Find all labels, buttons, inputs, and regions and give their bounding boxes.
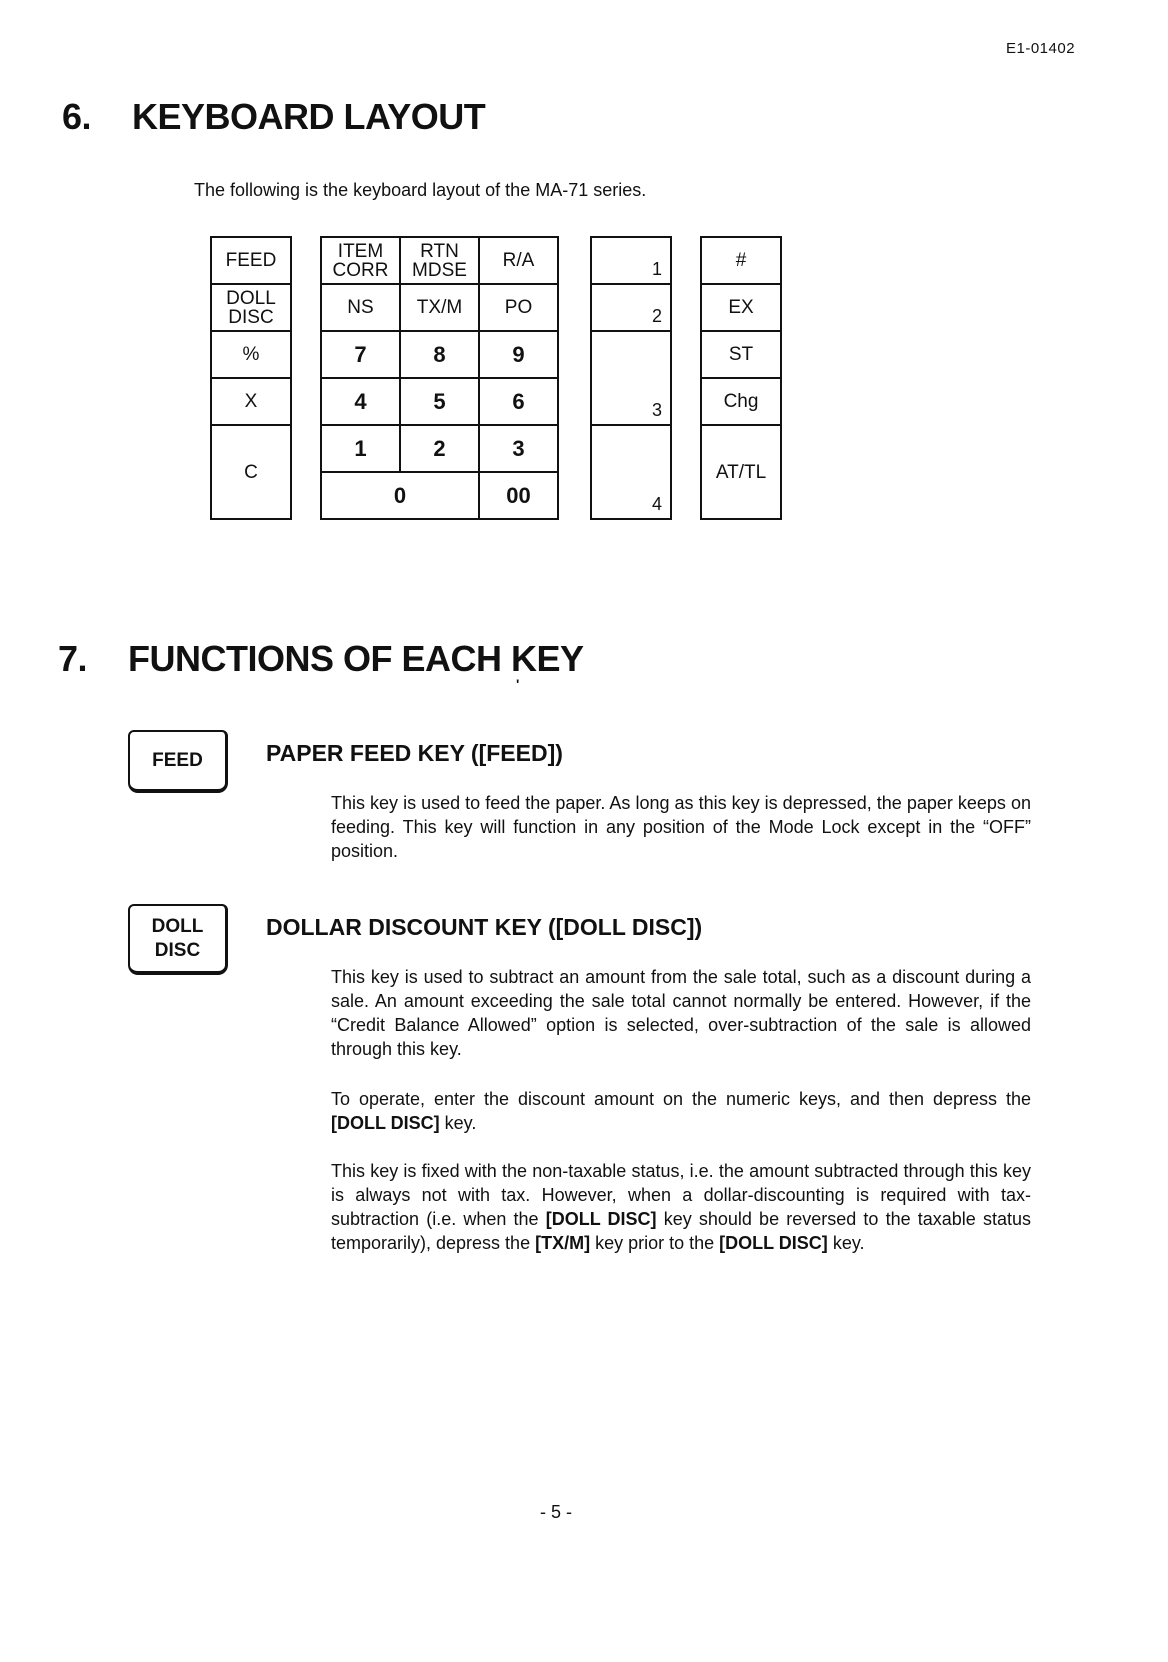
text-run: To operate, enter the discount amount on the numeric keys, and then depress the	[331, 1089, 1031, 1109]
keycap-label-line2: DISC	[154, 939, 201, 961]
key-at-tl: AT/TL	[700, 424, 782, 520]
section-title: KEYBOARD LAYOUT	[132, 96, 486, 137]
key-00: 00	[478, 471, 559, 520]
section-number: 6.	[62, 96, 92, 137]
key-c: C	[210, 424, 292, 520]
key-feed: FEED	[210, 236, 292, 285]
key-1: 1	[320, 424, 401, 473]
key-chg: Chg	[700, 377, 782, 426]
paper-feed-heading: PAPER FEED KEY ([FEED])	[266, 740, 563, 766]
key-4: 4	[320, 377, 401, 426]
key-8: 8	[399, 330, 480, 379]
key-ns: NS	[320, 283, 401, 332]
keycap-label-line1: DOLL	[151, 915, 204, 937]
key-hash: #	[700, 236, 782, 285]
section-title: FUNCTIONS OF EACH KEY	[128, 638, 584, 679]
key-reference: [DOLL DISC]	[545, 1209, 657, 1229]
dollar-discount-paragraph-2	[331, 1087, 1031, 1135]
feed-keycap	[128, 730, 228, 793]
key-6: 6	[478, 377, 559, 426]
key-percent: %	[210, 330, 292, 379]
key-5: 5	[399, 377, 480, 426]
key-reference: [DOLL DISC]	[331, 1113, 440, 1133]
page-number: - 5 -	[540, 1502, 573, 1522]
stray-mark: '	[516, 676, 520, 692]
dollar-discount-heading: DOLLAR DISCOUNT KEY ([DOLL DISC])	[266, 914, 703, 940]
key-x: X	[210, 377, 292, 426]
key-ra: R/A	[478, 236, 559, 285]
key-ex: EX	[700, 283, 782, 332]
key-txm: TX/M	[399, 283, 480, 332]
key-dept-1: 1	[590, 236, 672, 285]
text-run: key.	[827, 1233, 865, 1253]
key-item-corr: ITEM CORR	[320, 236, 401, 285]
key-rtn-mdse: RTN MDSE	[399, 236, 480, 285]
document-code: E1-01402	[1006, 40, 1076, 57]
key-dept-4: 4	[590, 424, 672, 520]
key-9: 9	[478, 330, 559, 379]
intro-text: The following is the keyboard layout of the MA-71 series.	[194, 180, 647, 200]
key-3: 3	[478, 424, 559, 473]
key-dept-3: 3	[590, 330, 672, 426]
text-run: key.	[439, 1113, 477, 1133]
key-reference: [DOLL DISC]	[719, 1233, 828, 1253]
dollar-discount-paragraph-1: This key is used to subtract an amount from the sale total, such as a discount during a sale. An amount exceeding the sale total cannot normally be entered. However, if the “Credit Balance Allowed” option is selected, over-subtraction of the sale is allowed through this key.	[331, 967, 1031, 1059]
keycap-label: FEED	[152, 749, 203, 771]
doll-disc-keycap	[128, 904, 228, 975]
dollar-discount-paragraph-3	[331, 1159, 1031, 1255]
text-run: key should be reversed to the taxable status temporarily), depress the	[331, 1209, 1031, 1253]
paper-feed-description: This key is used to feed the paper. As long as this key is depressed, the paper keeps on feeding. This key will function in any position of the Mode Lock except in the “OFF” position.	[331, 793, 1031, 861]
key-2: 2	[399, 424, 480, 473]
key-reference: [TX/M]	[535, 1233, 591, 1253]
key-doll-disc: DOLL DISC	[210, 283, 292, 332]
key-7: 7	[320, 330, 401, 379]
key-po: PO	[478, 283, 559, 332]
key-st: ST	[700, 330, 782, 379]
text-run: key prior to the	[590, 1233, 720, 1253]
section-6-heading	[62, 96, 762, 140]
text-run: This key is fixed with the non-taxable status, i.e. the amount subtracted through this key is always not with tax. However, when a dollar-discounting is required with tax-subtraction (i.e. when the	[331, 1161, 1031, 1229]
section-7-heading	[58, 638, 758, 682]
key-0: 0	[320, 471, 480, 520]
key-dept-2: 2	[590, 283, 672, 332]
section-number: 7.	[58, 638, 88, 679]
